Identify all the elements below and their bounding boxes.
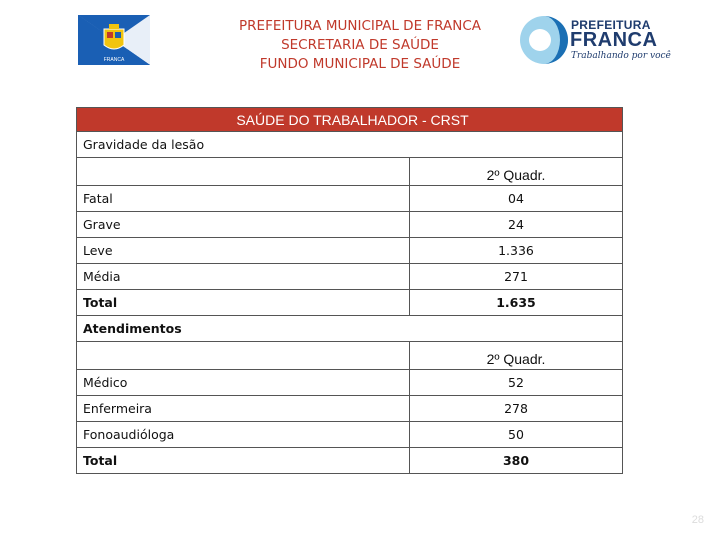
row-label: Médico <box>77 370 410 396</box>
total-row <box>77 290 623 316</box>
row-value: 24 <box>410 212 623 238</box>
logo-text-franca: FRANCA <box>570 29 658 51</box>
table-row <box>77 422 623 448</box>
crst-table <box>76 107 623 474</box>
total-row <box>77 448 623 474</box>
row-label: Total <box>77 448 410 474</box>
header-line-1: PREFEITURA MUNICIPAL DE FRANCA <box>239 18 481 34</box>
row-label: Total <box>77 290 410 316</box>
table-row <box>77 238 623 264</box>
row-label: Média <box>77 264 410 290</box>
logo-text-prefeitura: PREFEITURA <box>571 18 651 32</box>
header-line-2: SECRETARIA DE SAÚDE <box>281 37 439 53</box>
section-heading: Atendimentos <box>77 316 623 342</box>
table-row <box>77 264 623 290</box>
row-label: Enfermeira <box>77 396 410 422</box>
row-value: 271 <box>410 264 623 290</box>
prefeitura-franca-logo <box>518 14 671 66</box>
page-header <box>200 17 520 74</box>
table-row <box>77 212 623 238</box>
row-value: 278 <box>410 396 623 422</box>
column-header: 2º Quadr. <box>410 342 623 370</box>
row-value: 50 <box>410 422 623 448</box>
column-header: 2º Quadr. <box>410 158 623 186</box>
row-label: Fonoaudióloga <box>77 422 410 448</box>
row-value: 1.336 <box>410 238 623 264</box>
table-row <box>77 396 623 422</box>
row-label: Fatal <box>77 186 410 212</box>
row-value: 04 <box>410 186 623 212</box>
city-flag-emblem <box>78 15 150 65</box>
logo-mark-icon <box>518 14 570 66</box>
row-value: 1.635 <box>410 290 623 316</box>
row-label: Grave <box>77 212 410 238</box>
table-title: SAÚDE DO TRABALHADOR - CRST <box>77 108 623 132</box>
empty-header-cell <box>77 342 410 370</box>
row-value: 380 <box>410 448 623 474</box>
table-row <box>77 186 623 212</box>
row-label: Leve <box>77 238 410 264</box>
slide-number: 28 <box>691 514 704 526</box>
table-row <box>77 370 623 396</box>
emblem-caption: FRANCA <box>103 57 125 63</box>
header-line-3: FUNDO MUNICIPAL DE SAÚDE <box>259 56 461 72</box>
row-value: 52 <box>410 370 623 396</box>
empty-header-cell <box>77 158 410 186</box>
section-heading: Gravidade da lesão <box>77 132 623 158</box>
logo-slogan: Trabalhando por você <box>571 51 671 61</box>
